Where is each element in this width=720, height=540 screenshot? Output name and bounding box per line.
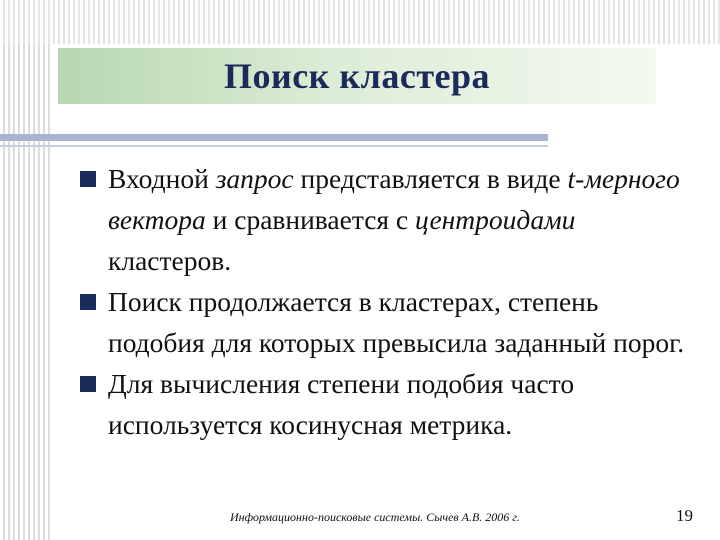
emphasis-run: t — [567, 163, 576, 194]
text-run: Поиск продолжается в кластерах, степень подобия для которых превысила заданный порог. — [108, 286, 685, 358]
bullet-text — [108, 163, 680, 276]
title-divider-thin — [0, 145, 548, 147]
bullet-item-1 — [80, 158, 700, 281]
title-divider-thick — [0, 134, 548, 141]
text-run: - — [575, 163, 585, 194]
emphasis-run: запрос — [215, 163, 294, 194]
text-run: кластеров. — [108, 245, 232, 276]
footer-text: Информационно-поисковые системы. Сычев А.В. 2006 г. — [230, 510, 520, 524]
bullet-item-2 — [80, 281, 700, 363]
text-run: представляется в виде — [293, 163, 568, 194]
bullet-item-3 — [80, 363, 700, 445]
text-run: и сравнивается с — [205, 204, 416, 235]
bullet-text — [108, 286, 684, 358]
bullet-text — [108, 368, 574, 440]
slide-title: Поиск кластера — [223, 56, 491, 96]
text-run: Для вычисления степени подобия часто используется косинусная метрика. — [108, 368, 575, 440]
text-run: Входной — [108, 163, 216, 194]
page-number: 19 — [676, 506, 693, 525]
title-banner — [58, 48, 656, 104]
top-stripe-decoration — [0, 0, 720, 44]
emphasis-run: мерного вектора — [108, 163, 680, 235]
emphasis-run: центроидами — [415, 204, 576, 235]
square-bullet-icon — [80, 376, 96, 392]
bullet-list — [80, 158, 700, 445]
square-bullet-icon — [80, 171, 96, 187]
square-bullet-icon — [80, 294, 96, 310]
left-stripe-decoration — [0, 0, 52, 540]
